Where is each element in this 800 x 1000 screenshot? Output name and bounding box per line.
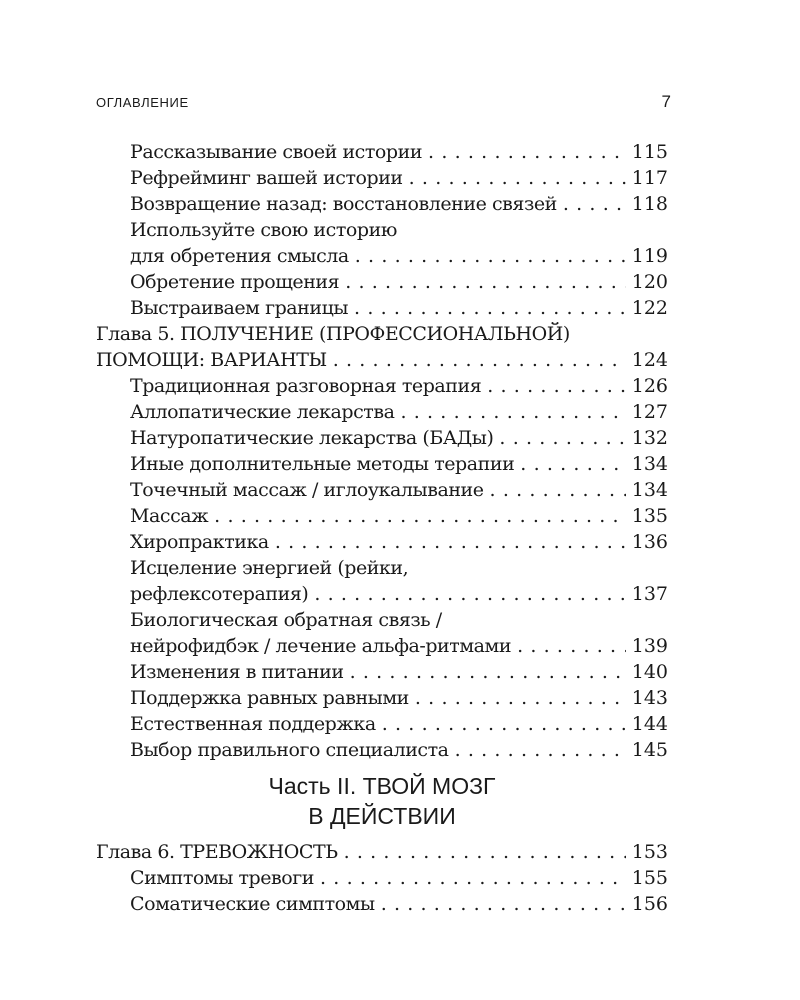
dot-leader: [409, 165, 626, 191]
dot-leader: [415, 685, 626, 711]
toc-entry-page: 145: [631, 739, 668, 761]
toc-chapter-5-line2: [96, 347, 668, 373]
toc-entry-page: 156: [631, 893, 668, 915]
toc-entry-talk-therapy: [96, 373, 668, 399]
chapter-page: 124: [631, 349, 668, 371]
dot-leader: [520, 451, 625, 477]
toc-entry-storytelling: [96, 139, 668, 165]
toc-entry-page: 140: [631, 661, 668, 683]
toc-entry-page: 134: [631, 479, 668, 501]
dot-leader: [214, 503, 626, 529]
toc-entry-title: Натуропатические лекарства (БАДы): [130, 427, 494, 449]
chapter-title: Глава 6. ТРЕВОЖНОСТЬ: [96, 841, 338, 863]
toc-entry-title: Выстраиваем границы: [130, 297, 349, 319]
toc-entry-title: Хиропрактика: [130, 531, 269, 553]
dot-leader: [320, 865, 626, 891]
toc-entry-going-back: [96, 191, 668, 217]
toc-entry-title-line1: Биологическая обратная связь /: [130, 609, 442, 631]
toc-entry-title: Симптомы тревоги: [130, 867, 315, 889]
toc-entry-page: 122: [631, 297, 668, 319]
toc-entry-somatic-symptoms: [96, 891, 668, 917]
dot-leader: [487, 373, 625, 399]
dot-leader: [381, 891, 626, 917]
toc-entry-energy-healing-line2: [96, 581, 668, 607]
toc-entry-use-story-line1: [96, 217, 668, 243]
toc-entry-other-methods: [96, 451, 668, 477]
dot-leader: [517, 633, 626, 659]
toc-entry-energy-healing-line1: [96, 555, 668, 581]
toc-entry-page: 134: [631, 453, 668, 475]
toc-entry-page: 120: [631, 271, 668, 293]
toc-entry-title-line1: Исцеление энергией (рейки,: [130, 557, 409, 579]
chapter-page: 153: [631, 841, 668, 863]
dot-leader: [345, 269, 626, 295]
toc-entry-peer-support: [96, 685, 668, 711]
toc-entry-title: Естественная поддержка: [130, 713, 376, 735]
toc-entry-massage: [96, 503, 668, 529]
toc-entry-forgiveness: [96, 269, 668, 295]
toc-entry-biofeedback-line2: [96, 633, 668, 659]
toc-entry-choosing-specialist: [96, 737, 668, 763]
toc-entry-boundaries: [96, 295, 668, 321]
toc-entry-page: 115: [631, 141, 668, 163]
dot-leader: [400, 399, 625, 425]
toc-entry-allopathic: [96, 399, 668, 425]
toc-entry-title: Обретение прощения: [130, 271, 340, 293]
chapter-title-line1: Глава 5. ПОЛУЧЕНИЕ (ПРОФЕССИОНАЛЬНОЙ): [96, 323, 570, 345]
toc-entry-title: рефлексотерапия): [130, 583, 309, 605]
toc-chapter-5-line1: [96, 321, 668, 347]
toc-entry-title: Изменения в питании: [130, 661, 344, 683]
toc-entry-page: 137: [631, 583, 668, 605]
toc-entry-title: Поддержка равных равными: [130, 687, 409, 709]
dot-leader: [355, 243, 626, 269]
toc-entry-reframing: [96, 165, 668, 191]
dot-leader: [382, 711, 626, 737]
dot-leader: [563, 191, 626, 217]
toc-entry-anxiety-symptoms: [96, 865, 668, 891]
toc-entry-title: Рефрейминг вашей истории: [130, 167, 403, 189]
running-head: [96, 92, 671, 112]
toc-entry-page: 118: [631, 193, 668, 215]
part-heading-line1: Часть II. ТВОЙ МОЗГ: [268, 773, 496, 799]
toc-chapter-6: [96, 839, 668, 865]
toc-entry-title: Соматические симптомы: [130, 893, 375, 915]
toc-entry-title: Точечный массаж / иглоукалывание: [130, 479, 484, 501]
toc-entry-page: 119: [631, 245, 668, 267]
toc-entry-page: 139: [631, 635, 668, 657]
part-heading: [96, 763, 668, 839]
toc-entry-title: Рассказывание своей истории: [130, 141, 423, 163]
toc-entry-use-story-line2: [96, 243, 668, 269]
toc-entry-page: 127: [631, 401, 668, 423]
dot-leader: [275, 529, 626, 555]
dot-leader: [314, 581, 625, 607]
toc-entry-acupressure: [96, 477, 668, 503]
toc-entry-page: 117: [631, 167, 668, 189]
toc-entry-title: Иные дополнительные методы терапии: [130, 453, 515, 475]
dot-leader: [499, 425, 625, 451]
dot-leader: [354, 295, 626, 321]
toc-entry-title: Традиционная разговорная терапия: [130, 375, 482, 397]
dot-leader: [344, 839, 626, 865]
toc-entry-chiropractic: [96, 529, 668, 555]
toc-entry-title: Аллопатические лекарства: [130, 401, 395, 423]
toc-entry-natural-support: [96, 711, 668, 737]
toc-entry-page: 132: [631, 427, 668, 449]
dot-leader: [428, 139, 626, 165]
part-heading-line2: В ДЕЙСТВИИ: [308, 803, 456, 829]
toc-entry-nutrition: [96, 659, 668, 685]
toc-entry-title-line1: Используйте свою историю: [130, 219, 397, 241]
dot-leader: [333, 347, 626, 373]
toc-entry-title: Массаж: [130, 505, 209, 527]
toc-entry-page: 155: [631, 867, 668, 889]
toc-entry-page: 126: [631, 375, 668, 397]
toc-entry-naturopathic: [96, 425, 668, 451]
toc-entry-page: 143: [631, 687, 668, 709]
table-of-contents: [96, 139, 668, 917]
dot-leader: [455, 737, 626, 763]
dot-leader: [350, 659, 626, 685]
page-number: 7: [661, 92, 671, 111]
toc-entry-title: Возвращение назад: восстановление связей: [130, 193, 557, 215]
toc-entry-title: для обретения смысла: [130, 245, 349, 267]
toc-entry-title: нейрофидбэк / лечение альфа-ритмами: [130, 635, 512, 657]
toc-entry-page: 136: [631, 531, 668, 553]
toc-entry-biofeedback-line1: [96, 607, 668, 633]
toc-entry-title: Выбор правильного специалиста: [130, 739, 449, 761]
toc-entry-page: 144: [631, 713, 668, 735]
chapter-title: ПОМОЩИ: ВАРИАНТЫ: [96, 349, 327, 371]
running-title: ОГЛАВЛЕНИЕ: [96, 95, 189, 110]
toc-entry-page: 135: [631, 505, 668, 527]
dot-leader: [490, 477, 626, 503]
